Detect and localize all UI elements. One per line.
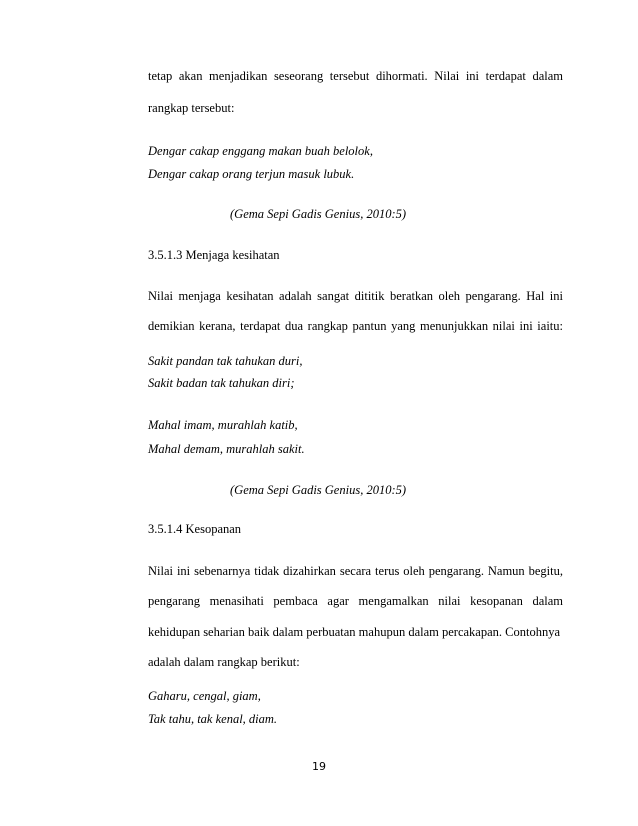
paragraph-line: tetap akan menjadikan seseorang tersebut dihormati. Nilai ini terdapat dalam — [148, 69, 563, 83]
pantun-line: Mahal demam, murahlah sakit. — [148, 442, 305, 456]
section-heading: 3.5.1.4 Kesopanan — [148, 522, 242, 536]
paragraph-line: pengarang menasihati pembaca agar mengamalkan nilai kesopanan dalam — [148, 594, 563, 608]
section-heading: 3.5.1.3 Menjaga kesihatan — [148, 248, 280, 262]
paragraph-line: Nilai menjaga kesihatan adalah sangat dititik beratkan oleh pengarang. Hal ini — [148, 289, 563, 303]
paragraph-line: demikian kerana, terdapat dua rangkap pantun yang menunjukkan nilai ini iaitu: — [148, 319, 563, 333]
pantun-line: Dengar cakap enggang makan buah belolok, — [148, 144, 373, 158]
paragraph-line: rangkap tersebut: — [148, 101, 235, 115]
pantun-line: Tak tahu, tak kenal, diam. — [148, 712, 278, 726]
paragraph-line: kehidupan seharian baik dalam perbuatan mahupun dalam percakapan. Contohnya — [148, 625, 561, 639]
citation: (Gema Sepi Gadis Genius, 2010:5) — [230, 483, 407, 497]
paragraph-line: Nilai ini sebenarnya tidak dizahirkan secara terus oleh pengarang. Namun begitu, — [148, 564, 563, 578]
paragraph-line: adalah dalam rangkap berikut: — [148, 655, 300, 669]
pantun-line: Dengar cakap orang terjun masuk lubuk. — [148, 167, 355, 181]
pantun-line: Sakit badan tak tahukan diri; — [148, 376, 295, 390]
pantun-line: Mahal imam, murahlah katib, — [148, 418, 298, 432]
pantun-line: Gaharu, cengal, giam, — [148, 689, 261, 703]
page-number: 19 — [312, 760, 326, 773]
pantun-line: Sakit pandan tak tahukan duri, — [148, 354, 303, 368]
citation: (Gema Sepi Gadis Genius, 2010:5) — [230, 207, 407, 221]
